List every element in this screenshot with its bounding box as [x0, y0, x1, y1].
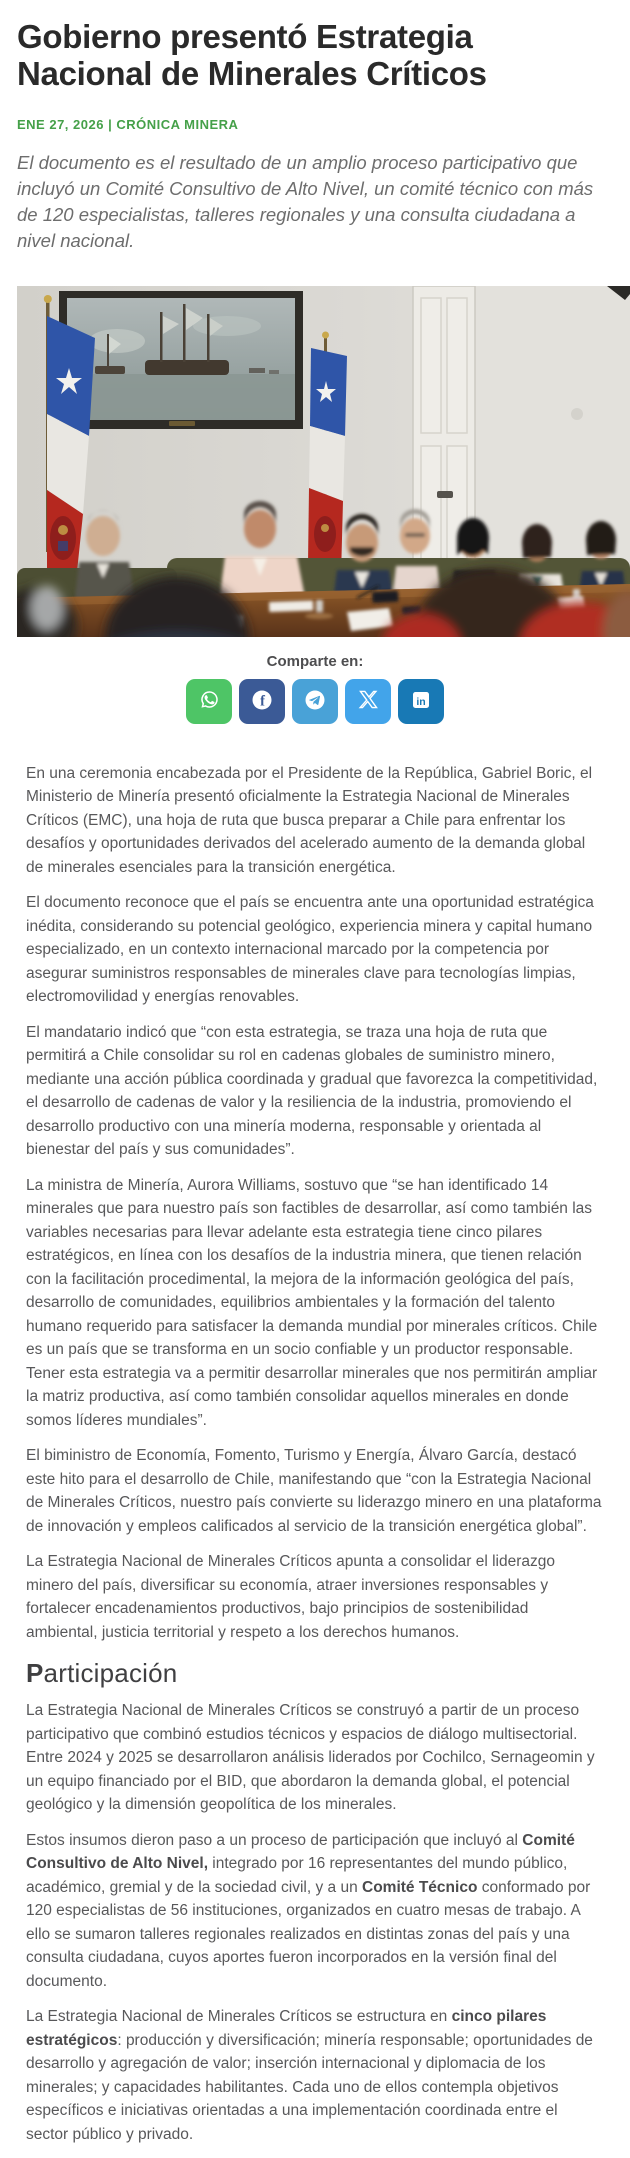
article-header [0, 0, 630, 254]
article-category[interactable]: CRÓNICA MINERA [116, 116, 239, 132]
bold-comite-tecnico: Comité Técnico [362, 1878, 478, 1896]
article-photo [17, 286, 630, 637]
facebook-icon [250, 688, 274, 715]
paragraph-4: La ministra de Minería, Aurora Williams, sostuvo que “se han identificado 14 minerales que para nuestro país son factibles de desarrollar, así como también las variables necesarias para llevar adelante esta estrategia tiene cinco pilares estratégicos, en línea con los desafíos de la industria minera, que tienen relación con la facilitación procedimental, la mejora de la información geológica del país, desarrollo de comunidades, equilibrios ambientales y la formación del talento humano requerido para satisfacer la demanda mundial por minerales críticos. Chile es un país que se transforma en un socio confiable y un productor responsable. Tener esta estrategia va a permitir desarrollar minerales que nos permitirán ampliar la matriz productiva, así como también consolidar aquellos minerales en donde somos líderes mundiales”. [26, 1176, 598, 1429]
article-date: ENE 27, 2026 [17, 116, 104, 132]
paragraph-1: En una ceremonia encabezada por el Presidente de la República, Gabriel Boric, el Ministerio de Minería presentó oficialmente la Estrategia Nacional de Minerales Críticos (EMC), una hoja de ruta que busca preparar a Chile para enfrentar los desafíos y oportunidades derivados del acelerado aumento de la demanda global de minerales esenciales para la transición energética. [26, 764, 593, 876]
text-segment: : producción y diversificación; minería responsable; oportunidades de desarrollo y agregación de valor; inserción internacional y diplomacia de los minerales; y capacidades habilitantes. Cada uno de ellos contempla objetivos específicos e iniciativas orientadas a una implementación coordinada entre el sector público y privado. [26, 2031, 593, 2143]
share-telegram-button[interactable] [292, 679, 338, 724]
article-lead: El documento es el resultado de un amplio proceso participativo que incluyó un Comité Consultivo de Alto Nivel, un comité técnico con más de 120 especialistas, talleres regionales y una consulta ciudadana a nivel nacional. [17, 151, 594, 251]
share-linkedin-button[interactable] [398, 679, 444, 724]
section-heading-participacion: Participación [26, 1658, 178, 1689]
paragraph-8 [26, 1829, 602, 1994]
text-segment: conformado por 120 especialistas de 56 instituciones, organizados en cuatro mesas de trabajo. A ello se sumaron talleres regionales realizados en distintas zonas del país y una consulta ciudadana, cuyos aportes fueron incorporados en la versión final del documento. [26, 1878, 591, 1990]
paragraph-3: El mandatario indicó que “con esta estrategia, se traza una hoja de ruta que permitirá a Chile consolidar su rol en cadenas globales de suministro minero, mediante una acción pública coordinada y gradual que favorezca la competitividad, el desarrollo de cadenas de valor y la resiliencia de la industria, promoviendo el desarrollo productivo con una minería moderna, responsable y orientada al bienestar del país y sus comunidades”. [26, 1023, 598, 1159]
telegram-icon [303, 688, 327, 715]
share-label: Comparte en: [266, 652, 364, 670]
text-segment: Estos insumos dieron paso a un proceso de participación que incluyó al [26, 1831, 523, 1849]
meta-separator: | [103, 116, 117, 132]
share-buttons-row [0, 679, 630, 724]
svg-text:f: f [260, 693, 266, 710]
linkedin-icon [409, 688, 433, 715]
bold-comite-consultivo: Comité Consultivo de Alto Nivel, [26, 1831, 575, 1873]
share-section [0, 653, 630, 724]
meeting-photo-illustration [17, 286, 630, 637]
share-x-button[interactable] [345, 679, 391, 724]
bold-cinco-pilares: cinco pilares estratégicos [26, 2008, 547, 2049]
x-twitter-icon [358, 689, 379, 713]
paragraph-9 [26, 2005, 602, 2146]
page-title: Gobierno presentó Estrategia Nacional de Minerales Críticos [17, 18, 487, 93]
text-segment: integrado por 16 representantes del mundo público, académico, gremial y de la sociedad civil, y a un [26, 1855, 568, 1896]
paragraph-2: El documento reconoce que el país se encuentra ante una oportunidad estratégica inédita, considerando su potencial geológico, experiencia minera y capital humano especializado, en un contexto internacional marcado por la competencia por asegurar suministros responsables de minerales clave para tecnologías limpias, electromovilidad y energías renovables. [26, 894, 594, 1006]
paragraph-6: La Estrategia Nacional de Minerales Críticos apunta a consolidar el liderazgo minero del país, diversificar su economía, atraer inversiones responsables y fortalecer encadenamientos productivos, bajo principios de sostenibilidad ambiental, justicia territorial y respeto a los derechos humanos. [26, 1553, 556, 1641]
paragraph-7: La Estrategia Nacional de Minerales Críticos se construyó a partir de un proceso participativo que combinó estudios técnicos y espacios de diálogo multisectorial. Entre 2024 y 2025 se desarrollaron análisis liderados por Cochilco, Sernageomin y un equipo financiado por el BID, que abordaron la demanda global, el potencial geológico y la dimensión geopolítica de los minerales. [26, 1702, 595, 1814]
article-body [0, 724, 630, 2147]
article-meta [17, 117, 602, 132]
whatsapp-icon [198, 688, 221, 714]
paragraph-5: El biministro de Economía, Fomento, Turismo y Energía, Álvaro García, destacó este hito para el desarrollo de Chile, manifestando que “con la Estrategia Nacional de Minerales Críticos, nuestro país convierte su liderazgo minero en una plataforma de innovación y empleos calificados al servicio de la transición energética global”. [26, 1447, 602, 1535]
share-facebook-button[interactable] [239, 679, 285, 724]
svg-text:in: in [416, 695, 426, 708]
share-whatsapp-button[interactable] [186, 679, 232, 724]
text-segment: La Estrategia Nacional de Minerales Críticos se estructura en [26, 2008, 452, 2026]
